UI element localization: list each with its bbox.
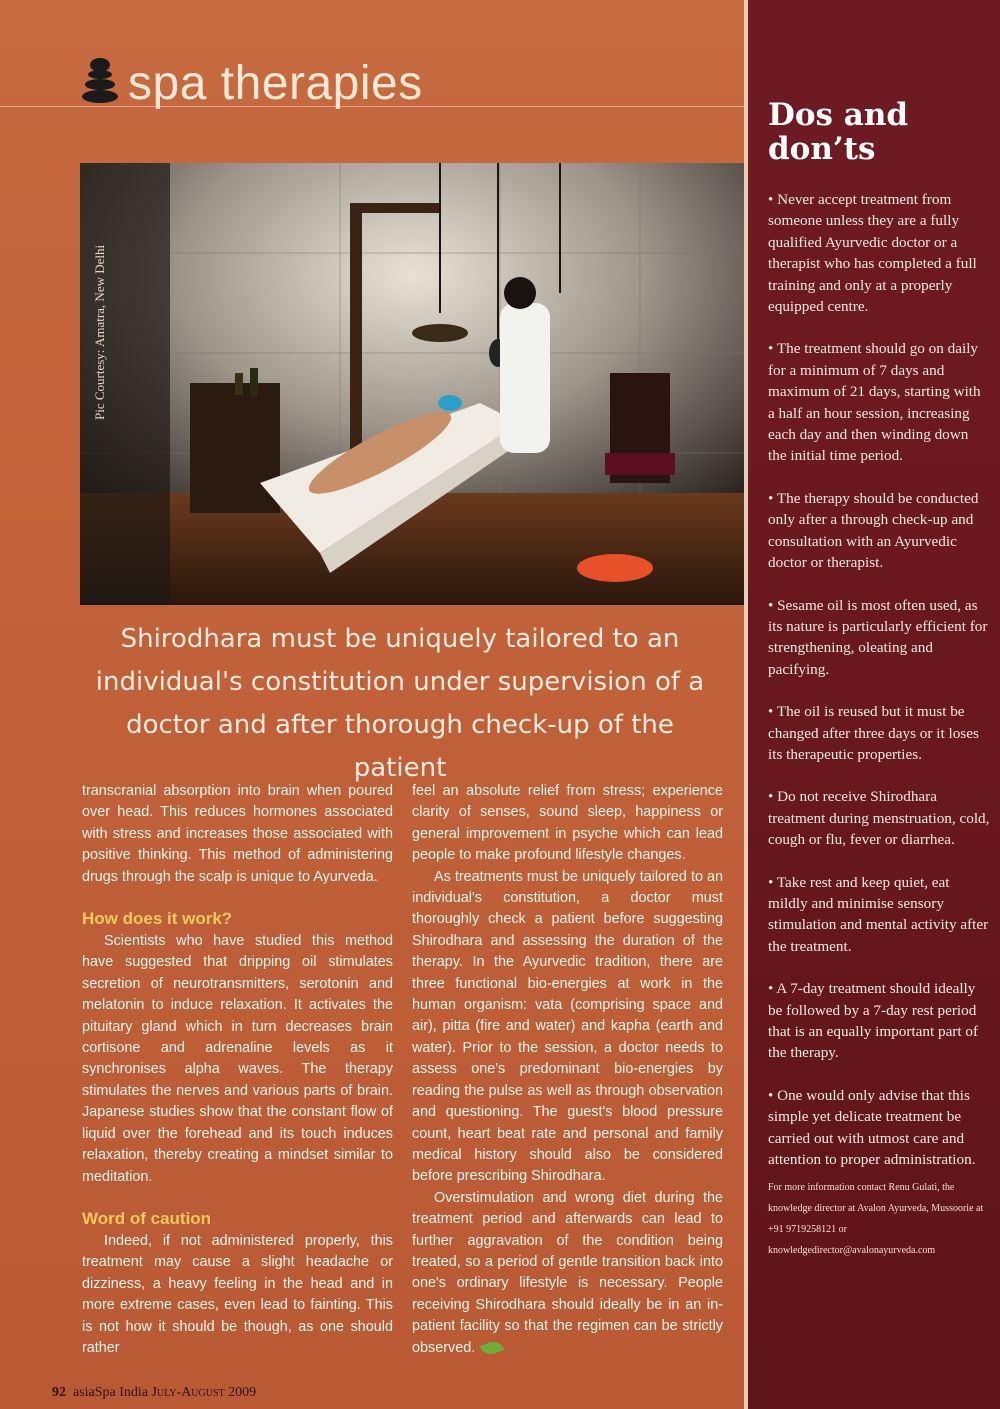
sidebar-list	[768, 189, 990, 1261]
article-paragraph-text: Overstimulation and wrong diet during the treatment period and afterwards can lead to further aggravation of the condition being treated, so a period of gentle transition back into one's ordinary lifestyle is necessary. People receiving Shirodhara should ideally be in an in-patient facility so that the regimen can be strictly observed.	[412, 1189, 723, 1356]
pull-quote: Shirodhara must be uniquely tailored to an individual's constitution under supervision of a doctor and after thorough check-up of the patient	[95, 624, 705, 783]
issue-date: July-August 2009	[151, 1385, 257, 1400]
contact-note: For more information contact Renu Gulati, the knowledge director at Avalon Ayurveda, Mussoorie at +91 9719258121 or knowledgedirector@avalonayurveda.com	[768, 1182, 984, 1257]
section-header	[82, 58, 423, 110]
sidebar-title: Dos and don’ts	[768, 97, 909, 167]
page-number: 92	[52, 1385, 66, 1400]
photo-credit: Pic Courtesy: Amatra, New Delhi	[92, 244, 107, 420]
leaf-end-mark-icon	[480, 1338, 505, 1357]
sidebar-item: • Sesame oil is most often used, as its nature is particularly efficient for strengthening, oleating and pacifying.	[768, 596, 988, 678]
page-footer	[52, 1385, 256, 1401]
shirodhara-photo	[80, 163, 746, 605]
subheading-word-of-caution: Word of caution	[82, 1208, 212, 1228]
sidebar-item: • Do not receive Shirodhara treatment during menstruation, cold, cough or flu, fever or diarrhea.	[768, 788, 990, 849]
stacked-stones-flower-icon	[82, 58, 122, 110]
article-column-2	[412, 781, 723, 1359]
article-paragraph: As treatments must be uniquely tailored to an individual's constitution, a doctor must thoroughly check a patient before suggesting Shirodhara and assessing the duration of the therapy. In the Ayurvedic tradition, there are three functional bio-energies at work in the human organism: vata (comprising space and air), pitta (fire and water) and kapha (earth and water). Prior to the session, a doctor needs to assess one's predominant bio-energies by reading the pulse as well as through observation and questioning. The guest's blood pressure count, heart beat rate and personal and family medical history should also be considered before prescribing Shirodhara.	[412, 868, 723, 1185]
article-paragraph	[412, 1188, 723, 1359]
sidebar-item: • One would only advise that this simple yet delicate treatment be carried out with utmost care and attention to proper administration.	[768, 1086, 976, 1169]
section-title: spa therapies	[128, 57, 423, 110]
magazine-name: asiaSpa India	[73, 1385, 149, 1400]
article-paragraph: transcranial absorption into brain when poured over head. This reduces hormones associated with stress and increases those associated with positive thinking. This method of administering drugs through the scalp is unique to Ayurveda.	[82, 783, 393, 885]
sidebar-item: • The treatment should go on daily for a minimum of 7 days and maximum of 21 days, starting with a half an hour session, increasing each day and then winding down the initial time period.	[768, 340, 981, 465]
article-paragraph: feel an absolute relief from stress; experience clarity of senses, sound sleep, happiness or general improvement in psyche which can lead people to make profound lifestyle changes.	[412, 783, 723, 864]
article-paragraph: Indeed, if not administered properly, this treatment may cause a slight headache or dizziness, a heavy feeling in the head and in more extreme cases, even lead to fainting. This is not how it should be though, as one should rather	[82, 1232, 393, 1356]
article-column-1	[82, 781, 393, 1359]
sidebar-item: • The oil is reused but it must be changed after three days or it loses its therapeutic properties.	[768, 703, 979, 763]
subheading-how-it-works: How does it work?	[82, 909, 233, 929]
sidebar-item: • Take rest and keep quiet, eat mildly and minimise sensory stimulation and mental activity after the treatment.	[768, 873, 989, 955]
sidebar-item: • The therapy should be conducted only after a through check-up and consultation with an Ayurvedic doctor or therapist.	[768, 489, 979, 572]
sidebar-item: • A 7-day treatment should ideally be followed by a 7-day rest period that is an equally important part of the therapy.	[768, 980, 979, 1062]
article-paragraph: Scientists who have studied this method have suggested that dripping oil stimulates secretion of neurotransmitters, serotonin and melatonin to induce relaxation. It activates the pituitary gland which in turn decreases brain cortisone and adrenaline levels as it synchronises alpha waves. The therapy stimulates the nerves and various parts of brain. Japanese studies show that the constant flow of liquid over the forehead and its touch induces relaxation, thereby creating a mindset similar to meditation.	[82, 933, 393, 1185]
sidebar-item: • Never accept treatment from someone unless they are a fully qualified Ayurvedic doctor or a therapist who has completed a full training and only at a properly equipped centre.	[768, 191, 977, 316]
